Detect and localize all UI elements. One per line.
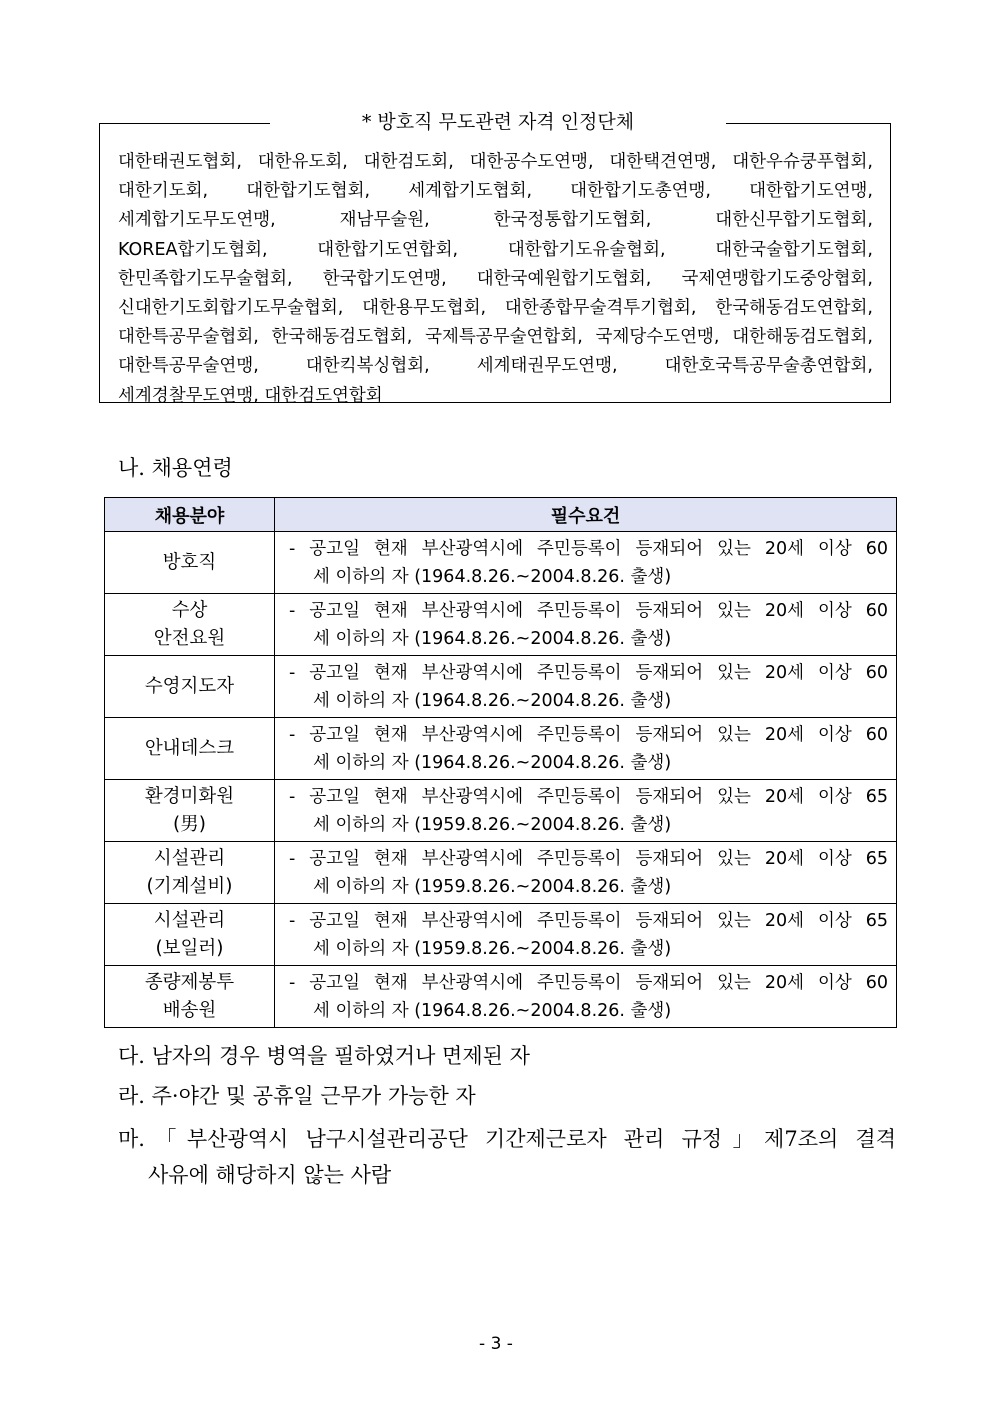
field-name-line: 방호직 [162,551,217,573]
requirement-cell [275,780,897,842]
table-row [105,966,897,1028]
requirement-line2: 세 이하의 자 (1959.8.26.~2004.8.26. 출생) [313,938,672,959]
field-cell [105,718,275,780]
field-name-line: (보일러) [155,937,224,959]
org-list-line: 세계합기도무도연맹, 재남무술원, 한국정통합기도협회, 대한신무합기도협회, [118,210,873,231]
org-list-line: KOREA합기도협회, 대한합기도연합회, 대한합기도유술협회, 대한국술합기도협회, [118,239,873,260]
requirement-line1: - 공고일 현재 부산광역시에 주민등록이 등재되어 있는 20세 이상 60 [289,662,888,683]
requirement-cell [275,718,897,780]
field-name-line: 시설관리 [153,909,226,931]
field-name-line: 안내데스크 [144,737,235,759]
item-disqualification [118,1121,896,1193]
table-row [105,904,897,966]
field-name-line: 배송원 [162,999,217,1021]
field-name-line: 수상 [171,599,208,621]
table-row [105,780,897,842]
requirement-line1: - 공고일 현재 부산광역시에 주민등록이 등재되어 있는 20세 이상 60 [289,724,888,745]
requirement-line2: 세 이하의 자 (1959.8.26.~2004.8.26. 출생) [313,814,672,835]
item-military-service: 다. 남자의 경우 병역을 필하였거나 면제된 자 [118,1044,530,1068]
item-disqualification-line2: 사유에 해당하지 않는 사람 [148,1163,392,1187]
header-requirement: 필수요건 [275,498,897,532]
table-row [105,594,897,656]
field-cell [105,594,275,656]
header-field: 채용분야 [105,498,275,532]
requirement-cell [275,904,897,966]
field-cell [105,532,275,594]
requirement-line1: - 공고일 현재 부산광역시에 주민등록이 등재되어 있는 20세 이상 65 [289,910,888,931]
requirement-line1: - 공고일 현재 부산광역시에 주민등록이 등재되어 있는 20세 이상 60 [289,538,888,559]
field-cell [105,842,275,904]
item-shift-work: 라. 주·야간 및 공휴일 근무가 가능한 자 [118,1084,476,1108]
field-cell [105,966,275,1028]
field-name-line: 안전요원 [153,627,226,649]
org-list-line: 대한특공무술협회, 한국해동검도협회, 국제특공무술연합회, 국제당수도연맹, 대한해동검도협회, [118,327,873,348]
requirement-line2: 세 이하의 자 (1964.8.26.~2004.8.26. 출생) [313,690,672,711]
field-name-line: (기계설비) [146,875,233,897]
requirement-cell [275,594,897,656]
requirement-line1: - 공고일 현재 부산광역시에 주민등록이 등재되어 있는 20세 이상 60 [289,600,888,621]
requirement-line2: 세 이하의 자 (1964.8.26.~2004.8.26. 출생) [313,752,672,773]
requirement-line2: 세 이하의 자 (1964.8.26.~2004.8.26. 출생) [313,1000,672,1021]
org-list-line: 대한특공무술연맹, 대한킥복싱협회, 세계태권무도연맹, 대한호국특공무술총연합회, [118,356,873,377]
field-name-line: (男) [173,813,206,835]
org-list-line: 대한태권도협회, 대한유도회, 대한검도회, 대한공수도연맹, 대한택견연맹, 대한우슈쿵푸협회, [118,152,873,172]
table-row [105,532,897,594]
field-cell [105,780,275,842]
field-name-line: 시설관리 [153,847,226,869]
field-cell [105,656,275,718]
requirement-line1: - 공고일 현재 부산광역시에 주민등록이 등재되어 있는 20세 이상 65 [289,848,888,869]
age-requirements-table [104,497,897,1028]
requirement-cell [275,966,897,1028]
field-name-line: 수영지도자 [144,675,235,697]
table-header-row [105,498,897,532]
org-list-line: 세계경찰무도연맹, 대한검도연합회 [118,385,383,406]
field-cell [105,904,275,966]
table-row [105,842,897,904]
requirement-line2: 세 이하의 자 (1964.8.26.~2004.8.26. 출생) [313,566,672,587]
requirement-line2: 세 이하의 자 (1964.8.26.~2004.8.26. 출생) [313,628,672,649]
requirement-line2: 세 이하의 자 (1959.8.26.~2004.8.26. 출생) [313,876,672,897]
requirement-line1: - 공고일 현재 부산광역시에 주민등록이 등재되어 있는 20세 이상 60 [289,972,888,993]
field-name-line: 종량제봉투 [144,971,235,993]
item-disqualification-line1: 마.「부산광역시 남구시설관리공단 기간제근로자 관리 규정」제7조의 결격 [118,1127,896,1151]
org-list-line: 신대한기도회합기도무술협회, 대한용무도협회, 대한종합무술격투기협회, 한국해동검도연합회, [118,297,873,318]
org-list-line: 대한기도회, 대한합기도협회, 세계합기도협회, 대한합기도총연맹, 대한합기도연맹, [118,181,873,202]
table-row [105,718,897,780]
certification-org-list [118,148,873,411]
box-title: * 방호직 무도관련 자격 인정단체 [270,108,726,136]
table-row [105,656,897,718]
requirement-cell [275,842,897,904]
org-list-line: 한민족합기도무술협회, 한국합기도연맹, 대한국예원합기도협회, 국제연맹합기도중앙협회, [118,268,873,289]
requirement-line1: - 공고일 현재 부산광역시에 주민등록이 등재되어 있는 20세 이상 65 [289,786,888,807]
requirement-cell [275,532,897,594]
page-number: - 3 - [479,1334,513,1354]
field-name-line: 환경미화원 [144,785,235,807]
section-heading-age: 나. 채용연령 [118,456,233,480]
requirement-cell [275,656,897,718]
